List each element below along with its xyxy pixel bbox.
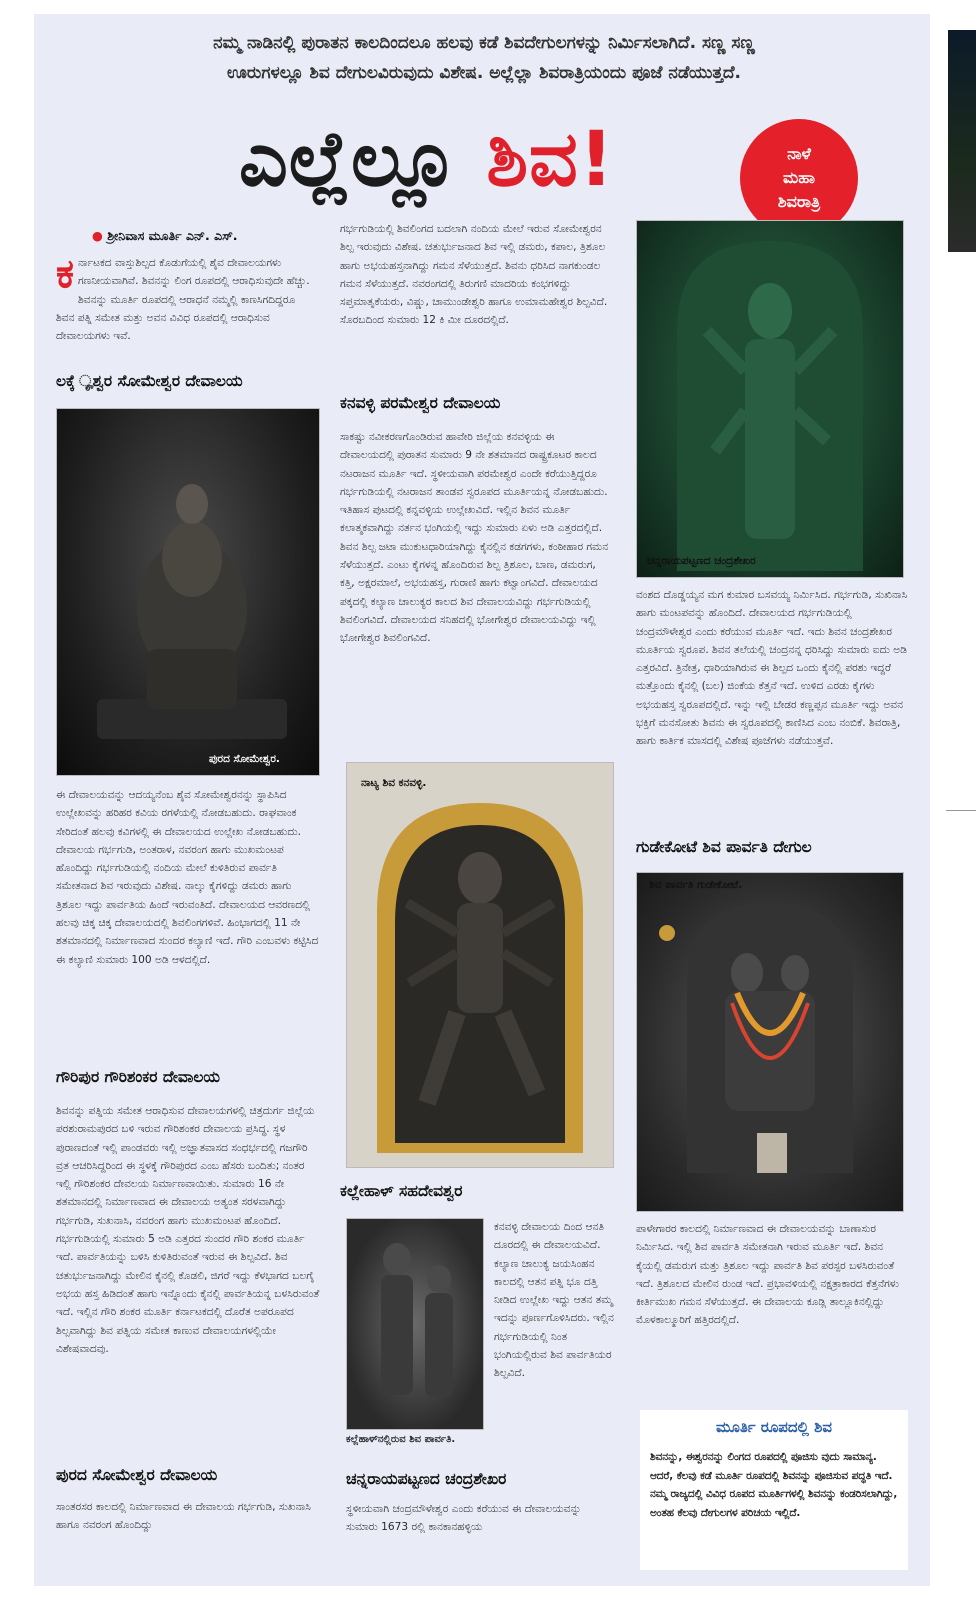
col2-body-3: ಸ್ಥಳೀಯವಾಗಿ ಚಂದ್ರಮೌಳೇಶ್ವರ ಎಂದು ಕರೆಯುವ ಈ ದೇವಾಲಯವನ್ನು ಸುಮಾರು 1673 ರಲ್ಲಿ ಕಾನಕಾನಹಳ್ಳಿಯ [346, 1503, 582, 1534]
col2-subhead-3: ಚನ್ನರಾಯಪಟ್ಟಣದ ಚಂದ್ರಶೇಖರ [346, 1470, 507, 1488]
badge-line-1: ನಾಳೆ [787, 144, 811, 163]
col1-body-1: ಈ ದೇವಾಲಯವನ್ನು ಆದಯ್ಯನೆಂಬ ಶೈವ ಸೋಮೇಶ್ವರನನ್ನು ಸ್ಥಾಪಿಸಿದ ಉಲ್ಲೇಖವನ್ನು ಹರಿಹರ ಕವಿಯ ರಗಳೆಯಲ್ಲಿ ನೋಡಬಹುದು. ರಾಘವಾಂಕ ಸೇರಿದಂತೆ ಹಲವು ಕವಿಗಳಲ್ಲಿ ಈ ದೇವಾಲಯದ ಉಲ್ಲೇಖ ನೋಡಬಹುದು. ದೇವಾಲಯ ಗರ್ಭಗುಡಿ, ಅಂತರಾಳ, ನವರಂಗ ಹಾಗು ಮುಖಮಂಟಪ ಹೊಂದಿದ್ದು ಗರ್ಭಗುಡಿಯಲ್ಲಿ ನಂದಿಯ ಮೇಲೆ ಕುಳಿತಿರುವ ಪಾರ್ವತಿ ಸಮೇತನಾದ ಶಿವ ಇರುವುದು ವಿಶೇಷ. ನಾಲ್ಕು ಕೈಗಳಿದ್ದು ಡಮರು ಹಾಗು ತ್ರಿಶೂಲ ಇದ್ದು ಪಾರ್ವತಿಯ ಹಿಂದೆ ಇರುವಂತಿದೆ. ದೇವಾಲಯದ ಆವರಣದಲ್ಲಿ ಹಲವು ಚಿಕ್ಕ ಚಿಕ್ಕ ದೇವಾಲಯದಲ್ಲಿ ಶಿವಲಿಂಗಗಳಿವೆ. ಹಿಂಭಾಗದಲ್ಲಿ 11 ನೇ ಶತಮಾನದಲ್ಲಿ ನಿರ್ಮಾಣವಾದ ಸುಂದರ ಕಲ್ಯಾಣಿ ಇದೆ. ಗೌರಿ ಎಂಬವಳು ಕಟ್ಟಿಸಿದ ಈ ಕಲ್ಯಾಣಿ ಸುಮಾರು 100 ಅಡಿ ಆಳದಲ್ಲಿದೆ. [56, 789, 319, 966]
col3-body-1: ವಂಶದ ದೊಡ್ಡಯ್ಯನ ಮಗ ಕುಮಾರ ಬಸವಯ್ಯ ನಿರ್ಮಿಸಿದ. ಗರ್ಭಗುಡಿ, ಸುಖಿನಾಸಿ ಹಾಗು ಮಂಟಪವನ್ನು ಹೊಂದಿದೆ. ದೇವಾಲಯದ ಗರ್ಭಗುಡಿಯಲ್ಲಿ ಚಂದ್ರಮೌಳೇಶ್ವರ ಎಂದು ಕರೆಯುವ ಮೂರ್ತಿ ಇದೆ. ಇದು ಶಿವನ ಚಂದ್ರಶೇಖರ ಮೂರ್ತಿಯ ಸ್ವರೂಪ. ಶಿವನ ತಲೆಯಲ್ಲಿ ಚಂದ್ರನನ್ನ ಧರಿಸಿದ್ದು ಸುಮಾರು ಐದು ಅಡಿ ಎತ್ತರವಿದೆ. ತ್ರಿನೇತ್ರ, ಧಾರಿಯಾಗಿರುವ ಈ ಶಿಲ್ಪದ ಒಂದು ಕೈನಲ್ಲಿ ಪರಶು ಇದ್ದರೆ ಮತ್ತೊಂದು ಕೈನಲ್ಲಿ (ಬಲ) ಜಿಂಕೆಯ ಕೆತ್ತನೆ ಇದೆ. ಉಳಿದ ಎರಡು ಕೈಗಳು ಅಭಯಹಸ್ತ ಸ್ವರೂಪದಲ್ಲಿದೆ. ಇನ್ನು ಇಲ್ಲಿ ಬೇಡರ ಕಣ್ಣಪ್ಪನ ಮೂರ್ತಿ ಇದ್ದು ಅವನ ಭಕ್ತಿಗೆ ಮನಸೋತು ಶಿವನು ಈ ಸ್ವರೂಪದಲ್ಲಿ ಕಾಣಿಸಿದ ಎಂಬ ನಂಬಿಕೆ. ಶಿವರಾತ್ರಿ, ಹಾಗು ಕಾರ್ತಿಕ ಮಾಸದಲ್ಲಿ ವಿಶೇಷ ಪೂಜೆಗಳು ನಡೆಯುತ್ತವೆ. [636, 589, 908, 748]
box-body: ಶಿವನನ್ನು, ಈಶ್ವರನನ್ನು ಲಿಂಗದ ರೂಪದಲ್ಲಿ ಪೂಜಿಸು ವುದು ಸಾಮಾನ್ಯ. ಆದರೆ, ಕೆಲವು ಕಡೆ ಮೂರ್ತಿ ರೂಪದಲ್ಲಿ ಶಿವನನ್ನು ಪೂಜಿಸುವ ಪದ್ಧತಿ ಇದೆ. ನಮ್ಮ ರಾಜ್ಯದಲ್ಲಿ ವಿವಿಧ ರೂಪದ ಮೂರ್ತಿಗಳಲ್ಲಿ ಶಿವನನ್ನು ಕಂಡರಿಸಲಾಗಿದ್ದು, ಅಂತಹ ಕೆಲವು ದೇಗುಲಗಳ ಪರಿಚಯ ಇಲ್ಲಿದೆ. [650, 1451, 898, 1519]
headline-part-2: ಶಿವ! [486, 114, 615, 203]
sidebar-box [640, 1410, 908, 1570]
photo-gudekote-caption: ಶಿವ ಪಾರ್ವತಿ ಗುಡೇಕೋಟೆ. [649, 879, 743, 891]
col1-subhead-2: ಗೌರಿಪುರ ಗೌರಿಶಂಕರ ದೇವಾಲಯ [56, 1068, 220, 1086]
photo-someshwara [56, 408, 320, 776]
col1-intro [56, 251, 314, 345]
headline [239, 114, 614, 204]
photo-chandrashekhara [636, 220, 904, 578]
photo-kallehal [346, 1218, 484, 1430]
article-panel [34, 14, 930, 1586]
kallehal-sculpture-graphic [347, 1219, 483, 1429]
photo-gudekote [636, 872, 904, 1212]
col1-intro-text: ರ್ನಾಟಕದ ವಾಸ್ತುಶಿಲ್ಪದ ಕೊಡುಗೆಯಲ್ಲಿ ಶೈವ ದೇವಾಲಯಗಳು ಗಣನೀಯವಾಗಿವೆ. ಶಿವನನ್ನು ಲಿಂಗ ರೂಪದಲ್ಲಿ ಆರಾಧಿಸುವುದೇ ಹೆಚ್ಚು. ಶಿವನನ್ನು ಮೂರ್ತಿ ರೂಪದಲ್ಲಿ ಆರಾಧನೆ ನಮ್ಮಲ್ಲಿ ಕಾಣಸಿಗದಿದ್ದರೂ ಶಿವನ ಪತ್ನಿ ಸಮೇತ ಮತ್ತು ಅವನ ವಿವಿಧ ರೂಪದಲ್ಲಿ ಆರಾಧಿಸುವ ದೇವಾಲಯಗಳು ಇವೆ. [56, 257, 310, 343]
adjacent-photo [948, 30, 976, 252]
col3-subhead-1: ಗುಡೇಕೋಟೆ ಶಿವ ಪಾರ್ವತಿ ದೇಗುಲ [636, 838, 812, 856]
photo-nataraja-caption: ನಾಟ್ಯ ಶಿವ ಕನವಳ್ಳಿ. [361, 777, 427, 789]
byline-bullet: ● [92, 228, 103, 243]
col2-top: ಗರ್ಭಗುಡಿಯಲ್ಲಿ ಶಿವಲಿಂಗದ ಬದಲಾಗಿ ನಂದಿಯ ಮೇಲೆ ಇರುವ ಸೋಮೇಶ್ವರನ ಶಿಲ್ಪ ಇರುವುದು ವಿಶೇಷ. ಚತುರ್ಭುಜನಾದ ಶಿವ ಇಲ್ಲಿ ಡಮರು, ಕಪಾಲ, ತ್ರಿಶೂಲ ಹಾಗು ಅಭಯಹಸ್ತನಾಗಿದ್ದು ಗಮನ ಸೆಳೆಯುತ್ತದೆ. ಶಿವನು ಧರಿಸಿದ ನಾಗಕುಂಡಲ ಗಮನ ಸೆಳೆಯುತ್ತದೆ. ನವರಂಗದಲ್ಲಿ ತಿರುಗಣಿ ಮಾದರಿಯ ಕಂಭಗಳಿದ್ದು ಸಪ್ತಮಾತೃಕೆಯರು, ವಿಷ್ಣು, ಚಾಮುಂಡೇಶ್ವರಿ ಹಾಗೂ ಉಮಾಮಹೇಶ್ವರ ಶಿಲ್ಪವಿದೆ. ಸೊರಬದಿಂದ ಸುಮಾರು 12 ಕಿ ಮೀ ದೂರದಲ್ಲಿದೆ. [340, 223, 608, 327]
photo-chandrashekhara-caption: ಚನ್ನರಾಯಪಟ್ಟಣದ ಚಂದ್ರಶೇಖರ [647, 555, 756, 567]
byline [92, 228, 238, 244]
col1-subhead-3: ಪುರದ ಸೋಮೇಶ್ವರ ದೇವಾಲಯ [56, 1466, 218, 1484]
col2-subhead-2: ಕಲ್ಲೇಹಾಳ್ ಸಹದೇವಶ್ವರ [340, 1182, 463, 1200]
headline-part-1: ಎಲ್ಲೆಲ್ಲೂ [239, 114, 487, 203]
col1-body-3: ಸಾಂತರಸರ ಕಾಲದಲ್ಲಿ ನಿರ್ಮಾಣವಾದ ಈ ದೇವಾಲಯ ಗರ್ಭಗುಡಿ, ಸುಖನಾಸಿ ಹಾಗೂ ನವರಂಗ ಹೊಂದಿದ್ದು [56, 1501, 311, 1532]
chandrashekhara-sculpture-graphic [637, 221, 903, 577]
badge-line-3: ಶಿವರಾತ್ರಿ [777, 192, 821, 211]
gudekote-sculpture-graphic [637, 873, 903, 1211]
col2-body-2: ಕನವಳ್ಳಿ ದೇವಾಲಯ ದಿಂದ ಆನತಿ ದೂರದಲ್ಲಿ ಈ ದೇವಾಲಯವಿದೆ. ಕಲ್ಯಾಣ ಚಾಲುಕ್ಯ ಜಯಸಿಂಹನ ಕಾಲದಲ್ಲಿ ಆತನ ಪತ್ನಿ ಭೂ ದತ್ತಿ ನೀಡಿದ ಉಲ್ಲೇಖ ಇದ್ದು ಆತನ ತಮ್ಮ ಇದನ್ನು ಪೂರ್ಣಗೊಳಿಸಿದರು. ಇಲ್ಲಿನ ಗರ್ಭಗುಡಿಯಲ್ಲಿ ನಿಂತ ಭಂಗಿಯಲ್ಲಿರುವ ಶಿವ ಪಾರ್ವತಿಯರ ಶಿಲ್ಪವಿದೆ. [494, 1221, 614, 1380]
col3-body-2: ಪಾಳೇಗಾರರ ಕಾಲದಲ್ಲಿ ನಿರ್ಮಾಣವಾದ ಈ ದೇವಾಲಯವನ್ನು ಬಾಣಾಸುರ ನಿರ್ಮಿಸಿದ. ಇಲ್ಲಿ ಶಿವ ಪಾರ್ವತಿ ಸಮೇತನಾಗಿ ಇರುವ ಮೂರ್ತಿ ಇದೆ. ಶಿವನ ಕೈಯಲ್ಲಿ ಡಮರುಗ ಮತ್ತು ತ್ರಿಶೂಲ ಇದ್ದು ಪಾರ್ವತಿ ಶಿವ ಪರಸ್ಪರ ಬಳಸಿರುವಂತೆ ಇದೆ. ತ್ರಿಶೂಲದ ಮೇಲಿನ ರುಂಡ ಇದೆ. ಪ್ರಭಾವಳಿಯಲ್ಲಿ ನಕ್ಷತ್ರಾಕಾರದ ಕೆತ್ತನೆಗಳು ಕೀರ್ತಿಮುಖ ಗಮನ ಸೆಳೆಯುತ್ತದೆ. ಈ ದೇವಾಲಯ ಕೂಡ್ಲಿ ತಾಲ್ಲೂಕಿನಲ್ಲಿದ್ದು ಮೊಳಕಾಲ್ಮೂರಿಗೆ ಹತ್ತಿರದಲ್ಲಿದೆ. [636, 1223, 899, 1327]
someshwara-sculpture-graphic [57, 409, 319, 775]
col2-subhead-1: ಕನವಳ್ಳಿ ಪರಮೇಶ್ವರ ದೇವಾಲಯ [340, 394, 501, 412]
col1-subhead-1: ಲಕ್ಕೆ ೄಶ್ವರ ಸೋಮೇಶ್ವರ ದೇವಾಲಯ [56, 372, 243, 390]
box-title: ಮೂರ್ತಿ ರೂಪದಲ್ಲಿ ಶಿವ [715, 1418, 832, 1436]
adjacent-page-strip [946, 30, 976, 1600]
col1-body-2: ಶಿವನನ್ನು ಪತ್ನಿಯ ಸಮೇತ ಆರಾಧಿಸುವ ದೇವಾಲಯಗಳಲ್ಲಿ ಚಿತ್ರದುರ್ಗ ಜಿಲ್ಲೆಯ ಪರಶುರಾಮಪುರದ ಬಳಿ ಇರುವ ಗೌರಿಶಂಕರ ದೇವಾಲಯ ಪ್ರಸಿದ್ಧ. ಸ್ಥಳ ಪುರಾಣದಂತೆ ಇಲ್ಲಿ ಪಾಂಡವರು ಇಲ್ಲಿ ಅಜ್ಞಾತವಾಸದ ಸಂಧರ್ಭದಲ್ಲಿ ಗಜಗೌರಿ ವ್ರತ ಆಚರಿಸಿದ್ದರಿಂದ ಈ ಸ್ಥಳಕ್ಕೆ ಗೌರಿಪುರದ ಎಂಬ ಹೆಸರು ಬಂದಿತು; ನಂತರ ಇಲ್ಲಿ ಗೌರಿಶಂಕರ ದೇವಲಯ ನಿರ್ಮಾಣವಾಯಿತು. ಸುಮಾರು 16 ನೇ ಶತಮಾನದಲ್ಲಿ ನಿರ್ಮಾಣವಾದ ಈ ದೇವಾಲಯ ಅತ್ಯಂತ ಸರಳವಾಗಿದ್ದು ಗರ್ಭಗುಡಿ, ಸುಖನಾಸಿ, ನವರಂಗ ಹಾಗು ಮುಖಮಂಟಪ ಹೊಂದಿದೆ. ಗರ್ಭಗುಡಿಯಲ್ಲಿ ಸುಮಾರು 5 ಅಡಿ ಎತ್ತರದ ಸುಂದರ ಗೌರಿ ಶಂಕರ ಮೂರ್ತಿ ಇದೆ. ಪಾರ್ವತಿಯನ್ನು ಬಳಿಸಿ ಕುಳಿತಿರುವಂತೆ ಇರುವ ಈ ಶಿಲ್ಪವಿದೆ. ಶಿವ ಚತುರ್ಭುಜನಾಗಿದ್ದು ಮೇಲಿನ ಕೈನಲ್ಲಿ ಕೊಡಲಿ, ಜಿಗರೆ ಇದ್ದು ಕೆಳಭಾಗದ ಬಲಗೈ ಅಭಯ ಹಸ್ತ ಹಿಡಿದಂತೆ ಹಾಗು ಇನ್ನೊಂದು ಕೈನಲ್ಲಿ ಪಾರ್ವತಿಯನ್ನ ಬಳಸಿರುವಂತೆ ಇದೆ. ಇಲ್ಲಿನ ಗೌರಿ ಶಂಕರ ಮೂರ್ತಿ ಕರ್ನಾಟಕದಲ್ಲಿ ದೊರೆತ ಅಪರೂಪದ ಶಿಲ್ಪವಾಗಿದ್ದು ಶಿವ ಪತ್ನಿಯ ಸಮೇತ ಕಾಣುವ ದೇವಾಲಯಗಳಲ್ಲಿಯೇ ವಿಶೇಷವಾದವು. [56, 1105, 320, 1355]
intro-text [74, 28, 894, 88]
adjacent-divider [946, 810, 976, 811]
dropcap: ಕ [56, 251, 74, 297]
photo-kallehal-caption: ಕಲ್ಲೆಹಾಳ್‌ನಲ್ಲಿರುವ ಶಿವ ಪಾರ್ವತಿ. [346, 1434, 456, 1445]
photo-nataraja [346, 762, 614, 1168]
intro-line-2: ಊರುಗಳಲ್ಲೂ ಶಿವ ದೇಗುಲವಿರುವುದು ವಿಶೇಷ. ಅಲ್ಲೆಲ್ಲಾ ಶಿವರಾತ್ರಿಯಂದು ಪೂಜೆ ನಡೆಯುತ್ತದೆ. [226, 63, 742, 83]
intro-line-1: ನಮ್ಮ ನಾಡಿನಲ್ಲಿ ಪುರಾತನ ಕಾಲದಿಂದಲೂ ಹಲವು ಕಡೆ ಶಿವದೇಗುಲಗಳನ್ನು ನಿರ್ಮಿಸಲಾಗಿದೆ. ಸಣ್ಣ ಸಣ್ಣ [213, 33, 755, 53]
nataraja-sculpture-graphic [347, 763, 613, 1167]
col2-body-1: ಸಾಕಷ್ಟು ನವೀಕರಣಗೊಂಡಿರುವ ಹಾವೇರಿ ಜಿಲ್ಲೆಯ ಕನವಳ್ಳಿಯ ಈ ದೇವಾಲಯದಲ್ಲಿ ಪುರಾತನ ಸುಮಾರು 9 ನೇ ಶತಮಾನದ ರಾಷ್ಟ್ರಕೂಟರ ಕಾಲದ ನಟರಾಜನ ಮೂರ್ತಿ ಇದೆ. ಸ್ಥಳೀಯವಾಗಿ ಪರಮೇಶ್ವರ ಎಂದೇ ಕರೆಯುತ್ತಿದ್ದರೂ ಗರ್ಭಗುಡಿಯಲ್ಲಿ ನಟರಾಜನ ತಾಂಡವ ಸ್ವರೂಪದ ಮೂರ್ತಿಯನ್ನ ನೋಡಬಹುದು. ಇತಿಹಾಸ ಪುಟದಲ್ಲಿ ಕನ್ನವಳ್ಳಿಯ ಉಲ್ಲೇಖವಿದೆ. ಇಲ್ಲಿನ ಶಿವನ ಮೂರ್ತಿ ಕಲಾತ್ಮಕವಾಗಿದ್ದು ನರ್ತನ ಭಂಗಿಯಲ್ಲಿ ಇದ್ದು ಸುಮಾರು ಏಳು ಅಡಿ ಎತ್ತರದಲ್ಲಿದೆ. ಶಿವನ ಶಿಲ್ಪ ಜಟಾ ಮುಕುಟಧಾರಿಯಾಗಿದ್ದು ಕೈನಲ್ಲಿನ ಕಡಗಗಳು, ಕಂಠೀಹಾರ ಗಮನ ಸೆಳೆಯುತ್ತದೆ. ಎಂಟು ಕೈಗಳನ್ನ ಹೊಂದಿರುವ ಶಿಲ್ಪ ತ್ರಿಶೂಲ, ಬಾಣ, ಡಮರುಗ, ಕತ್ತಿ, ಅಕ್ಷರಮಾಲೆ, ಅಭಯಹಸ್ತ, ಗುರಾಣಿ ಹಾಗು ಕಟ್ವಾಂಗವಿದೆ. ದೇವಾಲಯದ ಪಕ್ಕದಲ್ಲಿ ಕಲ್ಯಾಣ ಚಾಲುಕ್ಯರ ಕಾಲದ ಶಿವ ದೇವಾಲಯವಿದ್ದು ಗರ್ಭಗುಡಿಯಲ್ಲಿ ಶಿವಲಿಂಗವಿದೆ. ದೇವಾಲಯದ ಸನಿಹದಲ್ಲಿ ಭೋಗೇಶ್ವರ ದೇವಾಲಯವಿದ್ದು ಇಲ್ಲಿ ಭೋಗೇಶ್ವರ ಶಿವಲಿಂಗವಿದೆ. [340, 431, 609, 645]
author-name: ಶ್ರೀನಿವಾಸ ಮೂರ್ತಿ ಎನ್. ಎಸ್. [107, 228, 238, 243]
photo-someshwara-caption: ಪುರದ ಸೋಮೇಶ್ವರ. [209, 753, 280, 765]
badge-line-2: ಮಹಾ [783, 168, 815, 187]
